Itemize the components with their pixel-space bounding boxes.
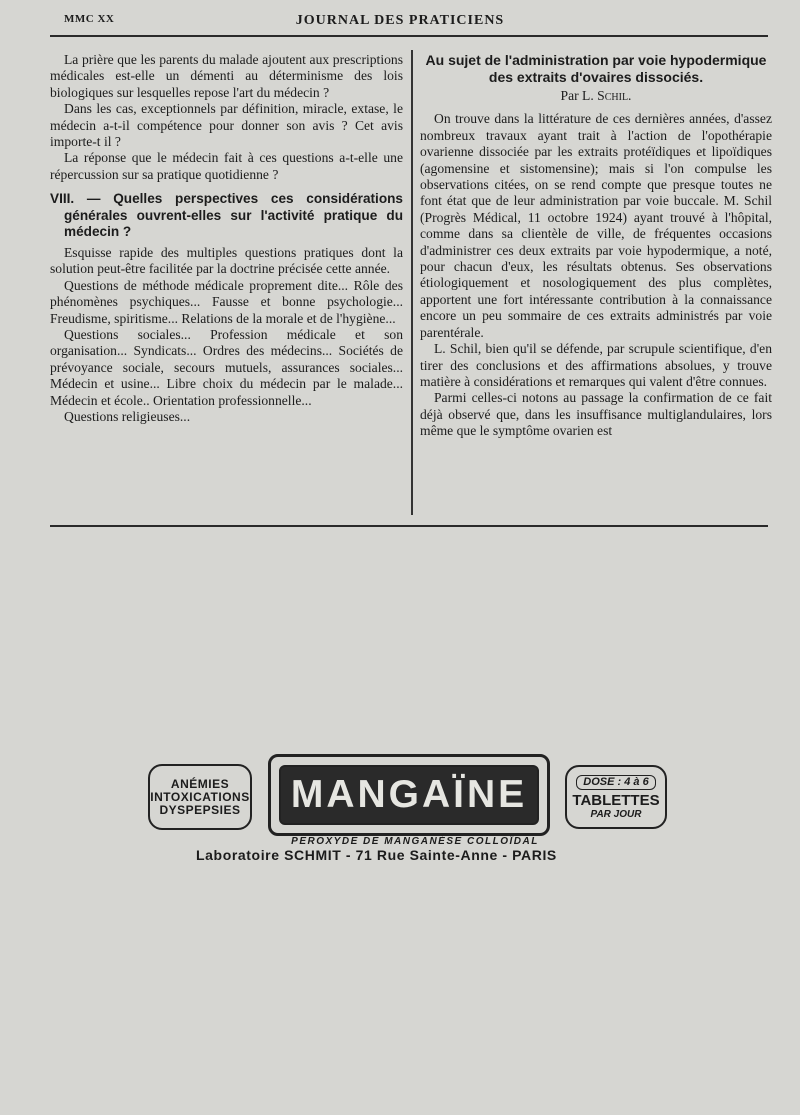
indication-item: DYSPEPSIES bbox=[159, 802, 241, 817]
article-end-rule bbox=[50, 525, 768, 527]
paragraph: Dans les cas, exceptionnels par définition, miracle, extase, le médecin a-t-il compétence pour donner son avis ? Cet avis importe-t il ? bbox=[50, 101, 403, 150]
paragraph: Questions sociales... Profession médicale et son organisation... Syndicats... Ordres des médecins... Sociétés de prévoyance sociale, secours mutuels, assurances sociales... Médecin et usine... Libre choix du médecin par le malade... Médecin et école.. Orientation professionnelle... bbox=[50, 327, 403, 408]
header-rule bbox=[50, 35, 768, 37]
brand-name: MANGAÏNE bbox=[290, 773, 528, 816]
paragraph: La réponse que le médecin fait à ces questions a-t-elle une répercussion sur sa pratique quotidienne ? bbox=[50, 150, 403, 182]
per-day-label: PAR JOUR bbox=[590, 808, 642, 820]
brand-plaque bbox=[268, 754, 550, 836]
paragraph: On trouve dans la littérature de ces dernières années, d'assez nombreux travaux ayant trait à l'action de l'opothérapie ovarienne dissociée par les extraits protéïdiques et lipoïdiques (agomensine et sistomensine); mais si l'on compulse les observations citées, on se rend compte que presque toutes ne font état que de leur administration par voie buccale. M. Schil (Progrès Médical, 11 octobre 1924) ayant trouvé à l'hôpital, comme dans sa clientèle de ville, de fréquentes occasions d'administrer ces deux extraits par voie hypodermique, a noté, pour chacun d'eux, les résultats obtenus. Ses observations étiologiquement et nosologiquement des plus complètes, apportent une fort intéressante contribution à la connaissance encore un peu sommaire de ces extraits administrés par voie parentérale. bbox=[420, 111, 772, 340]
byline-author: Schil. bbox=[597, 88, 632, 103]
journal-title: JOURNAL DES PRATICIENS bbox=[295, 13, 505, 28]
laboratory-line: Laboratoire SCHMIT - 71 Rue Sainte-Anne - PARIS bbox=[196, 847, 557, 863]
advertisement bbox=[0, 740, 800, 880]
paragraph: Parmi celles-ci notons au passage la confirmation de ce fait déjà observé que, dans les insuffisance multiglandulaires, lors même que le symptôme ovarien est bbox=[420, 390, 772, 439]
indication-item: INTOXICATIONS bbox=[150, 789, 250, 804]
dosage-box bbox=[565, 765, 667, 829]
tablets-label: TABLETTES bbox=[572, 791, 660, 809]
paragraph: La prière que les parents du malade ajoutent aux prescriptions médicales est-elle un démenti au déterminisme des lois biologiques sur lesquelles repose l'art du médecin ? bbox=[50, 52, 403, 100]
dose-label: DOSE : 4 à 6 bbox=[576, 775, 655, 790]
byline-prefix: Par L. bbox=[560, 88, 594, 103]
page-header-left: MMC XX bbox=[64, 13, 115, 25]
paragraph: Questions religieuses... bbox=[64, 409, 191, 425]
section-heading: VIII. — Quelles perspectives ces considérations générales ouvrent-elles sur l'activité pratique du médecin ? bbox=[50, 191, 403, 240]
indications-box bbox=[148, 764, 252, 830]
paragraph: Esquisse rapide des multiples questions pratiques dont la solution peut-être facilitée par la doctrine précisée cette année. bbox=[50, 245, 403, 277]
right-column bbox=[420, 52, 772, 440]
byline bbox=[420, 88, 772, 104]
indication-item: ANÉMIES bbox=[170, 776, 230, 791]
brand-plaque-inner bbox=[279, 765, 539, 825]
article-title: Au sujet de l'administration par voie hypodermique des extraits d'ovaires dissociés. bbox=[425, 52, 767, 85]
left-column bbox=[50, 52, 403, 426]
product-subline: PEROXYDE DE MANGANÈSE COLLOÏDAL bbox=[291, 836, 539, 847]
paragraph: Questions de méthode médicale proprement dite... Rôle des phénomènes psychiques... Fausse et bonne psychologie... Freudisme, spiritisme... Relations de la morale et de l'hygiène... bbox=[50, 277, 403, 326]
column-divider bbox=[411, 50, 413, 515]
paragraph: L. Schil, bien qu'il se défende, par scrupule scientifique, d'en tirer des conclusions et des affirmations absolues, y trouve matière à considérations et remarques qui valent d'être connues. bbox=[420, 341, 772, 389]
